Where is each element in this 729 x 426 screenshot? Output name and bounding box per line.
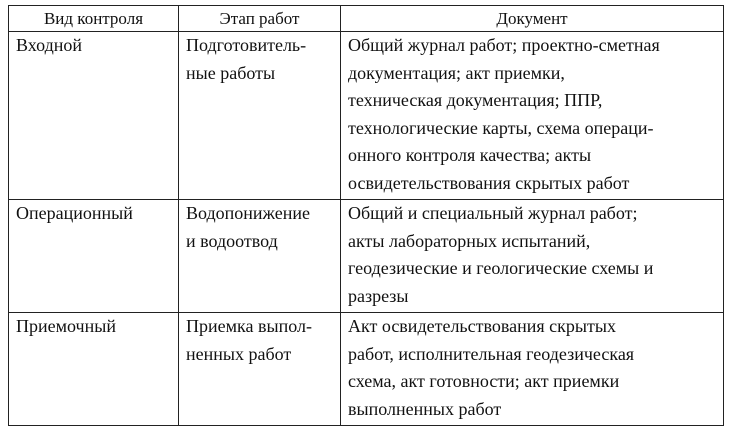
table-header bbox=[9, 6, 724, 32]
document-line: выполненных работ bbox=[348, 398, 502, 419]
control-type-text: Входной bbox=[16, 35, 82, 55]
header-control-type: Вид контроля bbox=[9, 6, 179, 32]
control-documents-table bbox=[8, 5, 724, 426]
document-line: Общий журнал работ; проектно-сметная bbox=[348, 35, 660, 55]
control-type-cell bbox=[9, 200, 179, 313]
control-type-cell bbox=[9, 313, 179, 426]
document-cell bbox=[341, 32, 724, 200]
header-work-stage: Этап работ bbox=[179, 6, 341, 32]
document-cell bbox=[341, 313, 724, 426]
table-row bbox=[9, 313, 724, 426]
document-line: технологические карты, схема операци- bbox=[348, 117, 654, 138]
document-line: геодезические и геологические схемы и bbox=[348, 258, 654, 278]
document-line: документация; акт приемки, bbox=[348, 62, 565, 83]
work-stage-cell bbox=[179, 32, 341, 200]
work-stage-cell bbox=[179, 200, 341, 313]
document-line: Общий и специальный журнал работ; bbox=[348, 203, 638, 223]
document-line: схема, акт готовности; акт приемки bbox=[348, 371, 620, 391]
work-stage-line: и водоотвод bbox=[186, 230, 278, 251]
control-type-text: Приемочный bbox=[16, 316, 116, 336]
document-line: работ, исполнительная геодезическая bbox=[348, 343, 635, 364]
document-line: Акт освидетельствования скрытых bbox=[348, 316, 616, 336]
control-type-text: Операционный bbox=[16, 203, 133, 223]
document-line: онного контроля качества; акты bbox=[348, 145, 592, 165]
table-body bbox=[9, 32, 724, 426]
work-stage-line: Приемка выпол- bbox=[186, 316, 312, 336]
table-row bbox=[9, 200, 724, 313]
header-row bbox=[9, 6, 724, 32]
document-line: разрезы bbox=[348, 285, 409, 306]
header-document: Документ bbox=[341, 6, 724, 32]
document-line: акты лабораторных испытаний, bbox=[348, 230, 591, 251]
work-stage-line: Подготовитель- bbox=[186, 35, 307, 55]
work-stage-line: Водопонижение bbox=[186, 203, 310, 223]
table-row bbox=[9, 32, 724, 200]
control-type-cell bbox=[9, 32, 179, 200]
document-line: освидетельствования скрытых работ bbox=[348, 172, 630, 193]
document-line: техническая документация; ППР, bbox=[348, 90, 603, 110]
work-stage-line: ненных работ bbox=[186, 343, 292, 364]
document-cell bbox=[341, 200, 724, 313]
work-stage-cell bbox=[179, 313, 341, 426]
work-stage-line: ные работы bbox=[186, 62, 276, 83]
